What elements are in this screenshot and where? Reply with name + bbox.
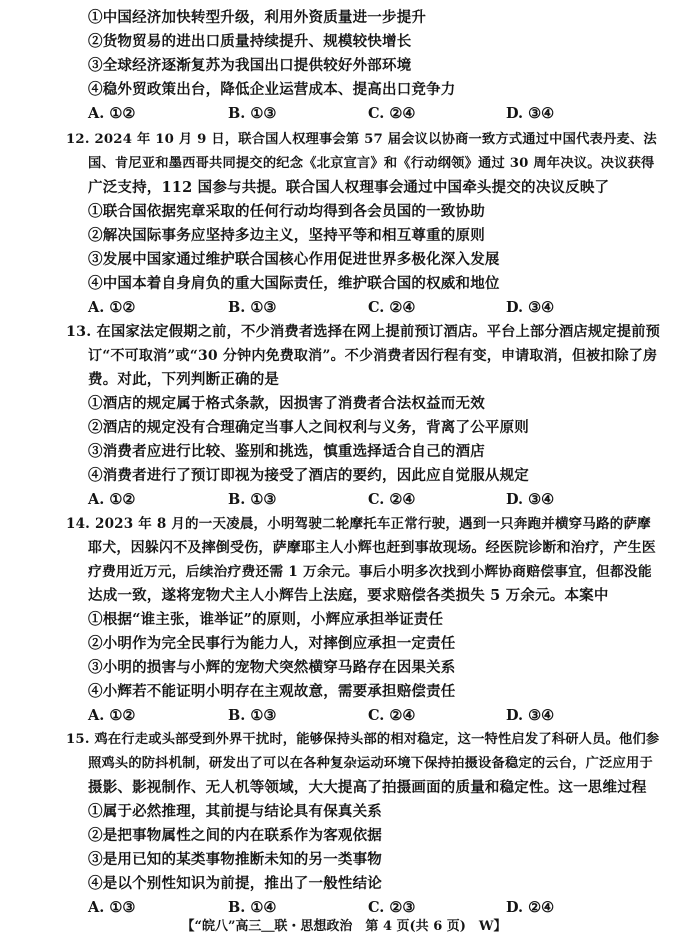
option-line: ③全球经济逐渐复苏为我国出口提供较好外部环境 xyxy=(88,57,412,74)
choice-a: A. ①② xyxy=(88,105,136,122)
option-line: ①属于必然推理，其前提与结论具有保真关系 xyxy=(88,803,382,820)
option-line: ④中国本着自身肩负的重大国际责任，维护联合国的权威和地位 xyxy=(88,275,500,292)
option-line: ①中国经济加快转型升级，利用外资质量进一步提升 xyxy=(88,9,427,26)
choice-b: B. ①③ xyxy=(228,491,277,508)
answer-choices xyxy=(88,298,648,318)
choice-d: D. ③④ xyxy=(506,491,555,508)
answer-choices xyxy=(88,104,648,124)
choice-d: D. ③④ xyxy=(506,105,555,122)
choice-b: B. ①③ xyxy=(228,707,277,724)
question-stem: 摄影、影视制作、无人机等领域，大大提高了拍摄画面的质量和稳定性。这一思维过程 xyxy=(88,779,647,796)
choice-b: B. ①④ xyxy=(228,899,277,916)
choice-c: C. ②④ xyxy=(368,105,416,122)
question-stem: 达成一致，遂将宠物犬主人小辉告上法庭，要求赔偿各类损失 5 万余元。本案中 xyxy=(88,587,609,604)
option-line: ②解决国际事务应坚持多边主义，坚持平等和相互尊重的原则 xyxy=(88,227,485,244)
choice-a: A. ①② xyxy=(88,491,136,508)
answer-choices xyxy=(88,706,648,726)
answer-choices xyxy=(88,898,648,918)
choice-b: B. ①③ xyxy=(228,299,277,316)
question-stem: 15. 鸡在行走或头部受到外界干扰时，能够保持头部的相对稳定，这一特性启发了科研人员。他们参 xyxy=(66,732,660,747)
question-stem: 广泛支持，112 国参与共提。联合国人权理事会通过中国牵头提交的决议反映了 xyxy=(88,179,610,196)
option-line: ②货物贸易的进出口质量持续提升、规模较快增长 xyxy=(88,33,412,50)
option-line: ④稳外贸政策出台，降低企业运营成本、提高出口竞争力 xyxy=(88,81,456,98)
question-stem: 照鸡头的防抖机制，研发出了可以在各种复杂运动环境下保持拍摄设备稳定的云台，广泛应用于 xyxy=(88,756,653,771)
question-stem: 国、肯尼亚和墨西哥共同提交的纪念《北京宣言》和《行动纲领》通过 30 周年决议。决议获得 xyxy=(88,156,655,171)
option-line: ③是用已知的某类事物推断未知的另一类事物 xyxy=(88,851,382,868)
option-line: ③消费者应进行比较、鉴别和挑选，慎重选择适合自己的酒店 xyxy=(88,443,485,460)
option-line: ①根据“谁主张，谁举证”的原则，小辉应承担举证责任 xyxy=(88,611,444,628)
choice-b: B. ①③ xyxy=(228,105,277,122)
question-stem: 14. 2023 年 8 月的一天凌晨，小明驾驶二轮摩托车正常行驶，遇到一只奔跑并横穿马路的萨摩 xyxy=(66,516,651,532)
choice-a: A. ①② xyxy=(88,707,136,724)
choice-c: C. ②④ xyxy=(368,707,416,724)
question-stem: 耶犬，因躲闪不及摔倒受伤，萨摩耶主人小辉也赶到事故现场。经医院诊断和治疗，产生医 xyxy=(88,540,656,556)
option-line: ④小辉若不能证明小明存在主观故意，需要承担赔偿责任 xyxy=(88,683,456,700)
choice-a: A. ①② xyxy=(88,299,136,316)
question-stem: 疗费用近万元，后续治疗费还需 1 万余元。事后小明多次找到小辉协商赔偿事宜，但都没能 xyxy=(88,564,652,580)
option-line: ④是以个别性知识为前提，推出了一般性结论 xyxy=(88,875,382,892)
question-stem: 12. 2024 年 10 月 9 日，联合国人权理事会第 57 届会议以协商一致方式通过中国代表丹麦、法 xyxy=(66,132,657,147)
choice-d: D. ③④ xyxy=(506,707,555,724)
option-line: ①酒店的规定属于格式条款，因损害了消费者合法权益而无效 xyxy=(88,395,485,412)
option-line: ③发展中国家通过维护联合国核心作用促进世界多极化深入发展 xyxy=(88,251,500,268)
question-stem: 费。对此，下列判断正确的是 xyxy=(88,371,280,388)
choice-c: C. ②④ xyxy=(368,299,416,316)
option-line: ④消费者进行了预订即视为接受了酒店的要约，因此应自觉服从规定 xyxy=(88,467,529,484)
question-stem: 13. 在国家法定假期之前，不少消费者选择在网上提前预订酒店。平台上部分酒店规定提前预 xyxy=(66,324,661,340)
option-line: ②小明作为完全民事行为能力人，对摔倒应承担一定责任 xyxy=(88,635,456,652)
choice-c: C. ②③ xyxy=(368,899,416,916)
option-line: ②酒店的规定没有合理确定当事人之间权利与义务，背离了公平原则 xyxy=(88,419,529,436)
option-line: ①联合国依据宪章采取的任何行动均得到各会员国的一致协助 xyxy=(88,203,485,220)
option-line: ③小明的损害与小辉的宠物犬突然横穿马路存在因果关系 xyxy=(88,659,456,676)
choice-d: D. ③④ xyxy=(506,299,555,316)
answer-choices xyxy=(88,490,648,510)
choice-a: A. ①③ xyxy=(88,899,136,916)
choice-c: C. ②④ xyxy=(368,491,416,508)
option-line: ②是把事物属性之间的内在联系作为客观依据 xyxy=(88,827,382,844)
question-stem: 订“不可取消”或“30 分钟内免费取消”。不少消费者因行程有变，申请取消，但被扣除了房 xyxy=(88,348,658,364)
page-footer: 【“皖八”高三＿联・思想政治 第 4 页(共 6 页) W】 xyxy=(181,919,507,934)
choice-d: D. ②④ xyxy=(506,899,555,916)
